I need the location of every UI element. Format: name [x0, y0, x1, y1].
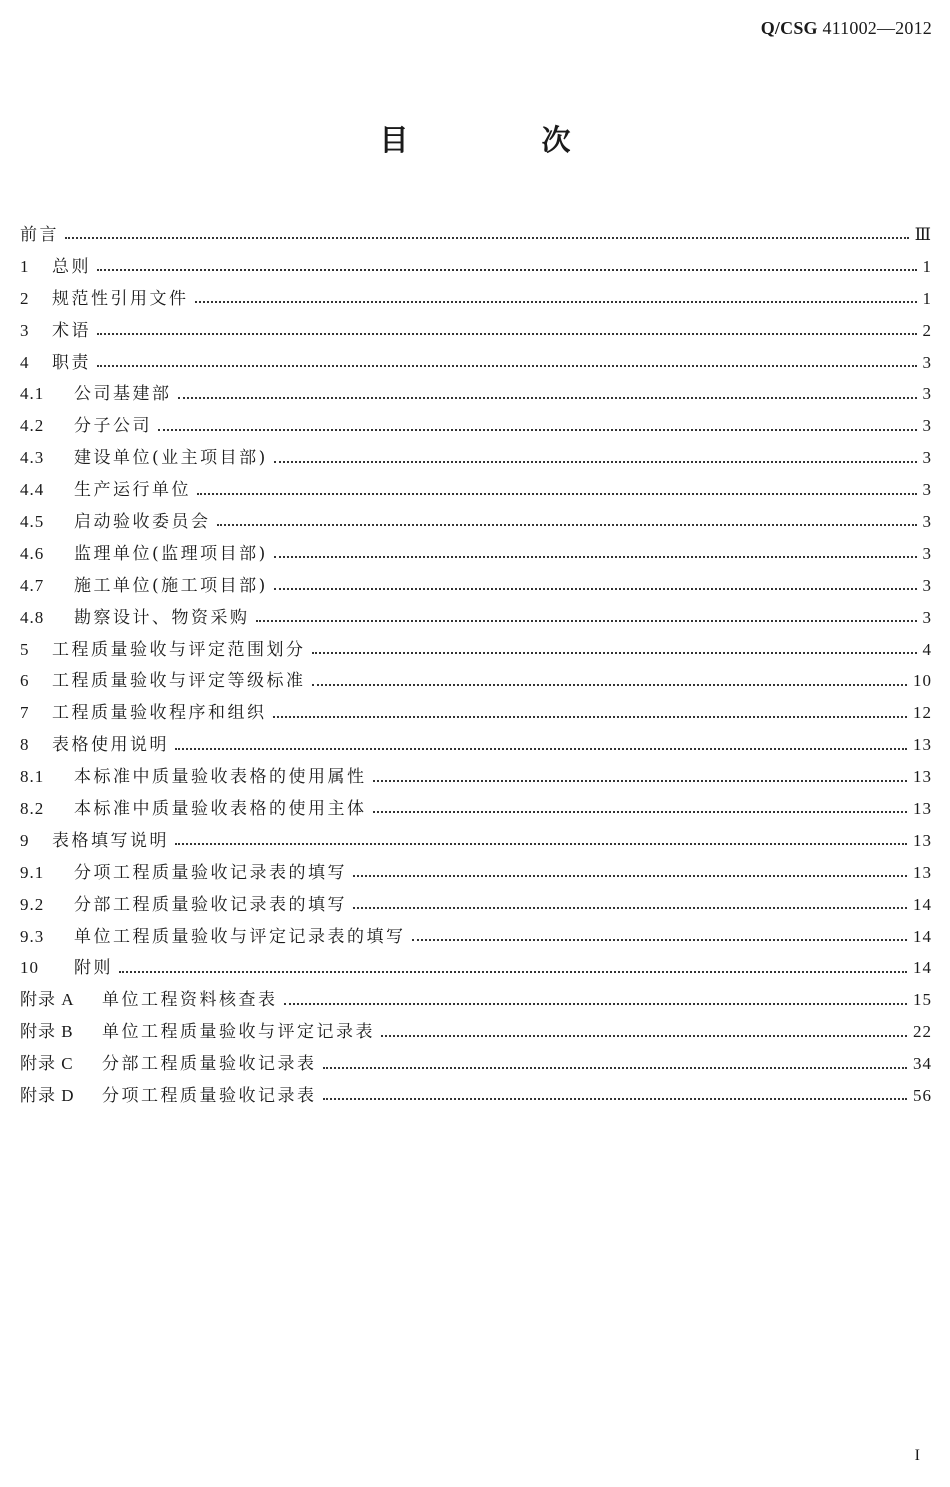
toc-entry-number: 9.1	[20, 862, 45, 882]
toc-entry[interactable]	[20, 219, 932, 251]
toc-dot-leader	[274, 460, 917, 463]
toc-entry-number: 8	[20, 735, 30, 755]
toc-entry-page: 12	[913, 703, 932, 723]
page-number: I	[914, 1447, 920, 1464]
toc-entry[interactable]	[20, 347, 932, 379]
toc-entry-page: Ⅲ	[914, 225, 932, 244]
toc-entry-number: 1	[20, 256, 30, 276]
toc-entry-page: 13	[913, 735, 932, 755]
toc-dot-leader	[373, 779, 908, 782]
toc-entry-page: 4	[922, 639, 932, 659]
toc-list	[20, 219, 932, 1112]
toc-entry[interactable]	[20, 378, 932, 410]
toc-entry[interactable]	[20, 474, 932, 506]
toc-entry-number: 4.8	[20, 607, 45, 627]
document-code-number: 411002—2012	[822, 18, 932, 38]
toc-entry-page: 13	[913, 767, 932, 787]
toc-entry-number: 附录 A	[20, 990, 75, 1010]
toc-entry-title: 分子公司	[74, 416, 152, 437]
toc-entry[interactable]	[20, 602, 932, 634]
toc-entry-page: 3	[922, 448, 932, 468]
toc-entry-page: 34	[913, 1054, 932, 1074]
toc-dot-leader	[256, 619, 917, 622]
toc-dot-leader	[217, 523, 917, 526]
toc-entry-number: 附录 D	[20, 1086, 75, 1106]
toc-dot-leader	[323, 1066, 908, 1069]
toc-entry[interactable]	[20, 1080, 932, 1112]
toc-dot-leader	[353, 906, 907, 909]
toc-title: 目 次	[379, 123, 623, 157]
toc-entry-page: 10	[913, 671, 932, 691]
toc-entry-title: 职责	[52, 352, 91, 373]
toc-dot-leader	[175, 842, 907, 845]
toc-entry-number: 9	[20, 830, 30, 850]
toc-entry-title: 工程质量验收程序和组织	[52, 703, 267, 724]
toc-entry-page: 15	[913, 990, 932, 1010]
toc-entry-page: 3	[922, 352, 932, 372]
toc-entry-number: 4.6	[20, 543, 45, 563]
toc-entry-title: 生产运行单位	[74, 480, 191, 501]
toc-entry-page: 3	[922, 575, 932, 595]
toc-dot-leader	[97, 268, 917, 271]
toc-entry-page: 13	[913, 862, 932, 882]
toc-entry-page: 14	[913, 926, 932, 946]
toc-dot-leader	[65, 236, 909, 239]
toc-entry-title: 前言	[20, 225, 59, 245]
toc-entry-title: 工程质量验收与评定等级标准	[52, 671, 306, 692]
toc-entry[interactable]	[20, 889, 932, 921]
toc-entry-title: 单位工程资料核查表	[102, 990, 278, 1011]
toc-entry[interactable]	[20, 761, 932, 793]
toc-dot-leader	[274, 587, 917, 590]
toc-entry-number: 10	[20, 958, 39, 978]
toc-entry-title: 表格使用说明	[52, 735, 169, 756]
toc-entry[interactable]	[20, 1016, 932, 1048]
toc-entry-number: 4.4	[20, 480, 45, 500]
toc-entry-title: 分部工程质量验收记录表	[102, 1054, 317, 1075]
toc-entry-page: 1	[922, 288, 932, 308]
toc-dot-leader	[195, 300, 917, 303]
toc-entry[interactable]	[20, 283, 932, 315]
toc-entry[interactable]	[20, 729, 932, 761]
toc-entry-number: 4.2	[20, 416, 45, 436]
toc-entry-number: 9.2	[20, 894, 45, 914]
toc-dot-leader	[312, 651, 917, 654]
toc-entry-number: 6	[20, 671, 30, 691]
toc-entry-title: 附则	[74, 958, 113, 979]
toc-entry-number: 8.2	[20, 799, 45, 819]
toc-entry-page: 3	[922, 416, 932, 436]
toc-dot-leader	[197, 492, 917, 495]
toc-entry-page: 13	[913, 799, 932, 819]
toc-entry-page: 3	[922, 384, 932, 404]
toc-entry[interactable]	[20, 251, 932, 283]
toc-entry[interactable]	[20, 570, 932, 602]
toc-dot-leader	[373, 810, 908, 813]
document-code-prefix: Q/CSG	[760, 18, 818, 38]
toc-entry[interactable]	[20, 1048, 932, 1080]
toc-entry-title: 术语	[52, 320, 91, 341]
toc-dot-leader	[312, 683, 908, 686]
toc-entry-title: 表格填写说明	[52, 830, 169, 851]
toc-entry-page: 13	[913, 830, 932, 850]
document-code	[761, 18, 932, 39]
toc-entry[interactable]	[20, 442, 932, 474]
toc-dot-leader	[353, 874, 907, 877]
toc-dot-leader	[158, 428, 917, 431]
toc-entry-title: 启动验收委员会	[74, 512, 211, 533]
toc-dot-leader	[381, 1034, 907, 1037]
toc-entry-title: 本标准中质量验收表格的使用主体	[74, 799, 367, 820]
toc-entry-page: 1	[922, 256, 932, 276]
toc-dot-leader	[274, 555, 917, 558]
toc-entry-title: 单位工程质量验收与评定记录表的填写	[74, 926, 406, 947]
toc-entry-title: 分项工程质量验收记录表	[102, 1086, 317, 1107]
toc-entry-title: 建设单位(业主项目部)	[74, 448, 268, 469]
toc-entry-title: 分项工程质量验收记录表的填写	[74, 862, 347, 883]
toc-entry-title: 工程质量验收与评定范围划分	[52, 639, 306, 660]
toc-entry-title: 施工单位(施工项目部)	[74, 575, 268, 596]
toc-entry-page: 56	[913, 1086, 932, 1106]
toc-entry-title: 总则	[52, 256, 91, 277]
toc-entry[interactable]	[20, 793, 932, 825]
toc-entry-number: 7	[20, 703, 30, 723]
toc-dot-leader	[323, 1097, 908, 1100]
toc-entry-title: 监理单位(监理项目部)	[74, 543, 268, 564]
toc-entry-number: 5	[20, 639, 30, 659]
toc-entry-number: 4.1	[20, 384, 45, 404]
toc-entry-number: 8.1	[20, 767, 45, 787]
toc-entry-title: 勘察设计、物资采购	[74, 607, 250, 628]
toc-entry-number: 9.3	[20, 926, 45, 946]
toc-entry-number: 附录 B	[20, 1022, 74, 1042]
toc-entry-number: 4	[20, 352, 30, 372]
toc-dot-leader	[412, 938, 908, 941]
toc-entry-page: 3	[922, 543, 932, 563]
toc-dot-leader	[178, 396, 917, 399]
toc-dot-leader	[119, 970, 907, 973]
toc-entry[interactable]	[20, 984, 932, 1016]
toc-entry[interactable]	[20, 921, 932, 953]
toc-entry-page: 2	[922, 320, 932, 340]
toc-entry[interactable]	[20, 665, 932, 697]
toc-entry-title: 单位工程质量验收与评定记录表	[102, 1022, 375, 1043]
toc-entry-number: 3	[20, 320, 30, 340]
toc-entry-page: 14	[913, 958, 932, 978]
toc-entry-page: 3	[922, 607, 932, 627]
toc-entry[interactable]	[20, 506, 932, 538]
toc-entry-page: 3	[922, 512, 932, 532]
toc-entry-page: 14	[913, 894, 932, 914]
toc-entry-title: 本标准中质量验收表格的使用属性	[74, 767, 367, 788]
toc-entry[interactable]	[20, 634, 932, 666]
toc-entry[interactable]	[20, 538, 932, 570]
toc-dot-leader	[175, 747, 907, 750]
toc-entry[interactable]	[20, 857, 932, 889]
toc-dot-leader	[97, 364, 917, 367]
toc-dot-leader	[284, 1002, 908, 1005]
toc-entry[interactable]	[20, 952, 932, 984]
toc-entry-number: 4.3	[20, 448, 45, 468]
toc-entry-number: 2	[20, 288, 30, 308]
toc-entry-page: 22	[913, 1022, 932, 1042]
toc-entry[interactable]	[20, 697, 932, 729]
toc-entry-title: 分部工程质量验收记录表的填写	[74, 894, 347, 915]
toc-entry[interactable]	[20, 315, 932, 347]
toc-entry-number: 4.5	[20, 512, 45, 532]
toc-entry-page: 3	[922, 480, 932, 500]
toc-dot-leader	[97, 332, 917, 335]
toc-entry-title: 公司基建部	[74, 384, 172, 405]
toc-entry-number: 附录 C	[20, 1054, 74, 1074]
toc-dot-leader	[273, 715, 908, 718]
toc-entry-title: 规范性引用文件	[52, 288, 189, 309]
toc-entry[interactable]	[20, 410, 932, 442]
toc-entry[interactable]	[20, 825, 932, 857]
toc-entry-number: 4.7	[20, 575, 45, 595]
